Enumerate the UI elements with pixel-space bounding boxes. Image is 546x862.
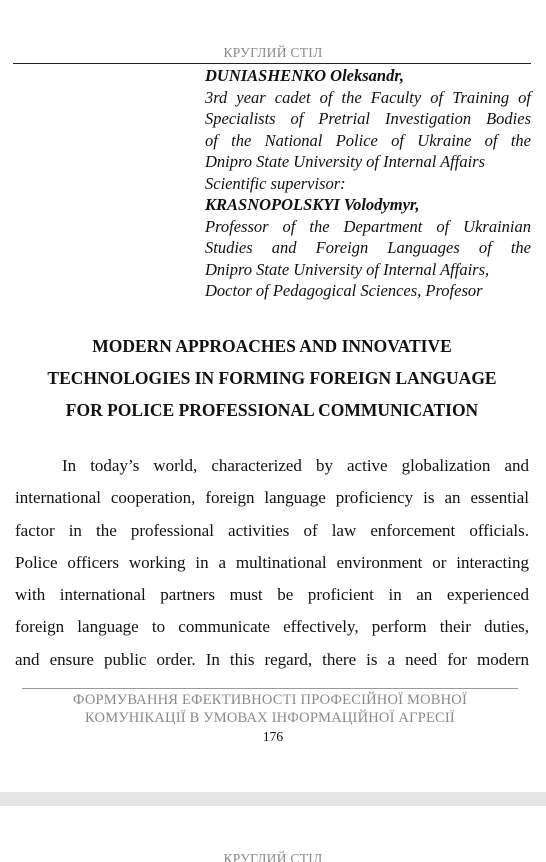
header-rule <box>13 63 531 64</box>
supervisor-degree: Doctor of Pedagogical Sciences, Profesor <box>205 281 483 300</box>
supervisor-affiliation-line: Studies and Foreign Languages of the <box>205 238 531 257</box>
supervisor-label: Scientific supervisor: <box>205 173 346 193</box>
body-line: international cooperation, foreign language proficiency is an essential <box>15 488 529 508</box>
body-line: with international partners must be proficient in an experienced <box>15 585 529 605</box>
footer-rule <box>22 688 518 689</box>
article-title <box>13 330 531 426</box>
author-affiliation-line: 3rd year cadet of the Faculty of Training of <box>205 87 531 107</box>
running-footer <box>0 691 540 727</box>
body-line: and ensure public order. In this regard, there is a need for modern <box>15 649 529 669</box>
supervisor-affiliation-line: Dnipro State University of Internal Affairs, <box>205 259 490 279</box>
body-line: factor in the professional activities of law enforcement officials. <box>15 520 529 540</box>
body-line: In today’s world, characterized by active globalization and <box>62 456 529 475</box>
footer-line: КОМУНІКАЦІЇ В УМОВАХ ІНФОРМАЦІЙНОЇ АГРЕСІЇ <box>85 710 455 726</box>
running-header: КРУГЛИЙ СТІЛ <box>223 45 323 60</box>
title-line: MODERN APPROACHES AND INNOVATIVE <box>92 336 452 356</box>
supervisor-affiliation-line: Professor of the Department of Ukrainian <box>205 216 531 236</box>
author-name: DUNIASHENKO Oleksandr, <box>205 66 404 85</box>
body-line: foreign language to communicate effectively, perform their duties, <box>15 617 529 637</box>
body-paragraph <box>15 450 529 676</box>
page-separator <box>0 792 546 806</box>
title-line: TECHNOLOGIES IN FORMING FOREIGN LANGUAGE <box>47 368 497 388</box>
author-affiliation-line: of the National Police of Ukraine of the <box>205 130 531 150</box>
body-line: Police officers working in a multinational environment or interacting <box>15 552 529 572</box>
next-document-page <box>0 806 546 862</box>
supervisor-name: KRASNOPOLSKYI Volodymyr, <box>205 195 420 214</box>
page-number: 176 <box>262 729 284 744</box>
title-line: FOR POLICE PROFESSIONAL COMMUNICATION <box>65 400 479 420</box>
author-affiliation-line: Dnipro State University of Internal Affairs <box>205 152 486 171</box>
author-affiliation-line: Specialists of Pretrial Investigation Bodies <box>205 109 531 128</box>
author-block <box>205 65 531 302</box>
footer-line: ФОРМУВАННЯ ЕФЕКТИВНОСТІ ПРОФЕСІЙНОЇ МОВНОЇ <box>73 692 467 708</box>
next-page-running-header: КРУГЛИЙ СТІЛ <box>223 851 323 862</box>
